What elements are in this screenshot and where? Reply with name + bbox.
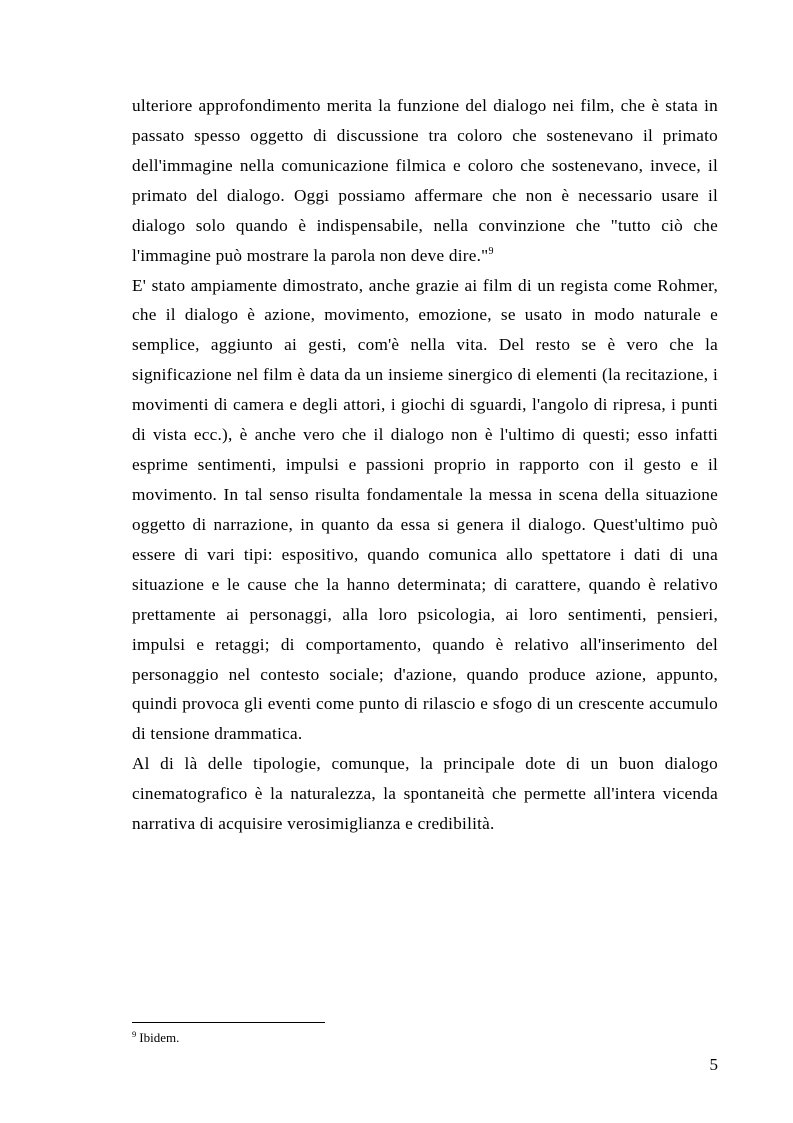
footnote xyxy=(132,1030,179,1046)
paragraph-text: Al di là delle tipologie, comunque, la principale dote di un buon dialogo cinematografico è la naturalezza, la spontaneità che permette all'intera vicenda narrativa di acquisire verosimiglianza e credibilità. xyxy=(132,754,718,834)
footnote-separator xyxy=(132,1022,325,1023)
footnote-reference[interactable]: 9 xyxy=(488,245,494,257)
paragraph xyxy=(132,91,718,271)
footnote-text: Ibidem. xyxy=(139,1030,180,1045)
paragraph-text: ulteriore approfondimento merita la funzione del dialogo nei film, che è stata in passato spesso oggetto di discussione tra coloro che sostenevano il primato dell'immagine nella comunicazione filmica e coloro che sostenevano, invece, il primato del dialogo. Oggi possiamo affermare che non è necessario usare il dialogo solo quando è indispensabile, nella convinzione che "tutto ciò che l'immagine può mostrare la parola non deve dire." xyxy=(132,96,718,265)
footnote-number: 9 xyxy=(132,1029,137,1039)
page-number: 5 xyxy=(709,1055,718,1074)
paragraph xyxy=(132,749,718,839)
paragraph-text: E' stato ampiamente dimostrato, anche grazie ai film di un regista come Rohmer, che il dialogo è azione, movimento, emozione, se usato in modo naturale e semplice, aggiunto ai gesti, com'è nella vita. Del resto se è vero che la significazione nel film è data da un insieme sinergico di elementi (la recitazione, i movimenti di camera e degli attori, i giochi di sguardi, l'angolo di ripresa, i punti di vista ecc.), è anche vero che il dialogo non è l'ultimo di questi; esso infatti esprime sentimenti, impulsi e passioni proprio in rapporto con il gesto e il movimento. In tal senso risulta fondamentale la messa in scena della situazione oggetto di narrazione, in quanto da essa si genera il dialogo. Quest'ultimo può essere di vari tipi: espositivo, quando comunica allo spettatore i dati di una situazione e le cause che la hanno determinata; di carattere, quando è relativo prettamente ai personaggi, alla loro psicologia, ai loro sentimenti, pensieri, impulsi e retaggi; di comportamento, quando è relativo all'inserimento del personaggio nel contesto sociale; d'azione, quando produce azione, appunto, quindi provoca gli eventi come punto di rilascio e sfogo di un crescente accumulo di tensione drammatica. xyxy=(132,275,718,744)
body-text xyxy=(132,91,718,839)
paragraph xyxy=(132,271,718,750)
